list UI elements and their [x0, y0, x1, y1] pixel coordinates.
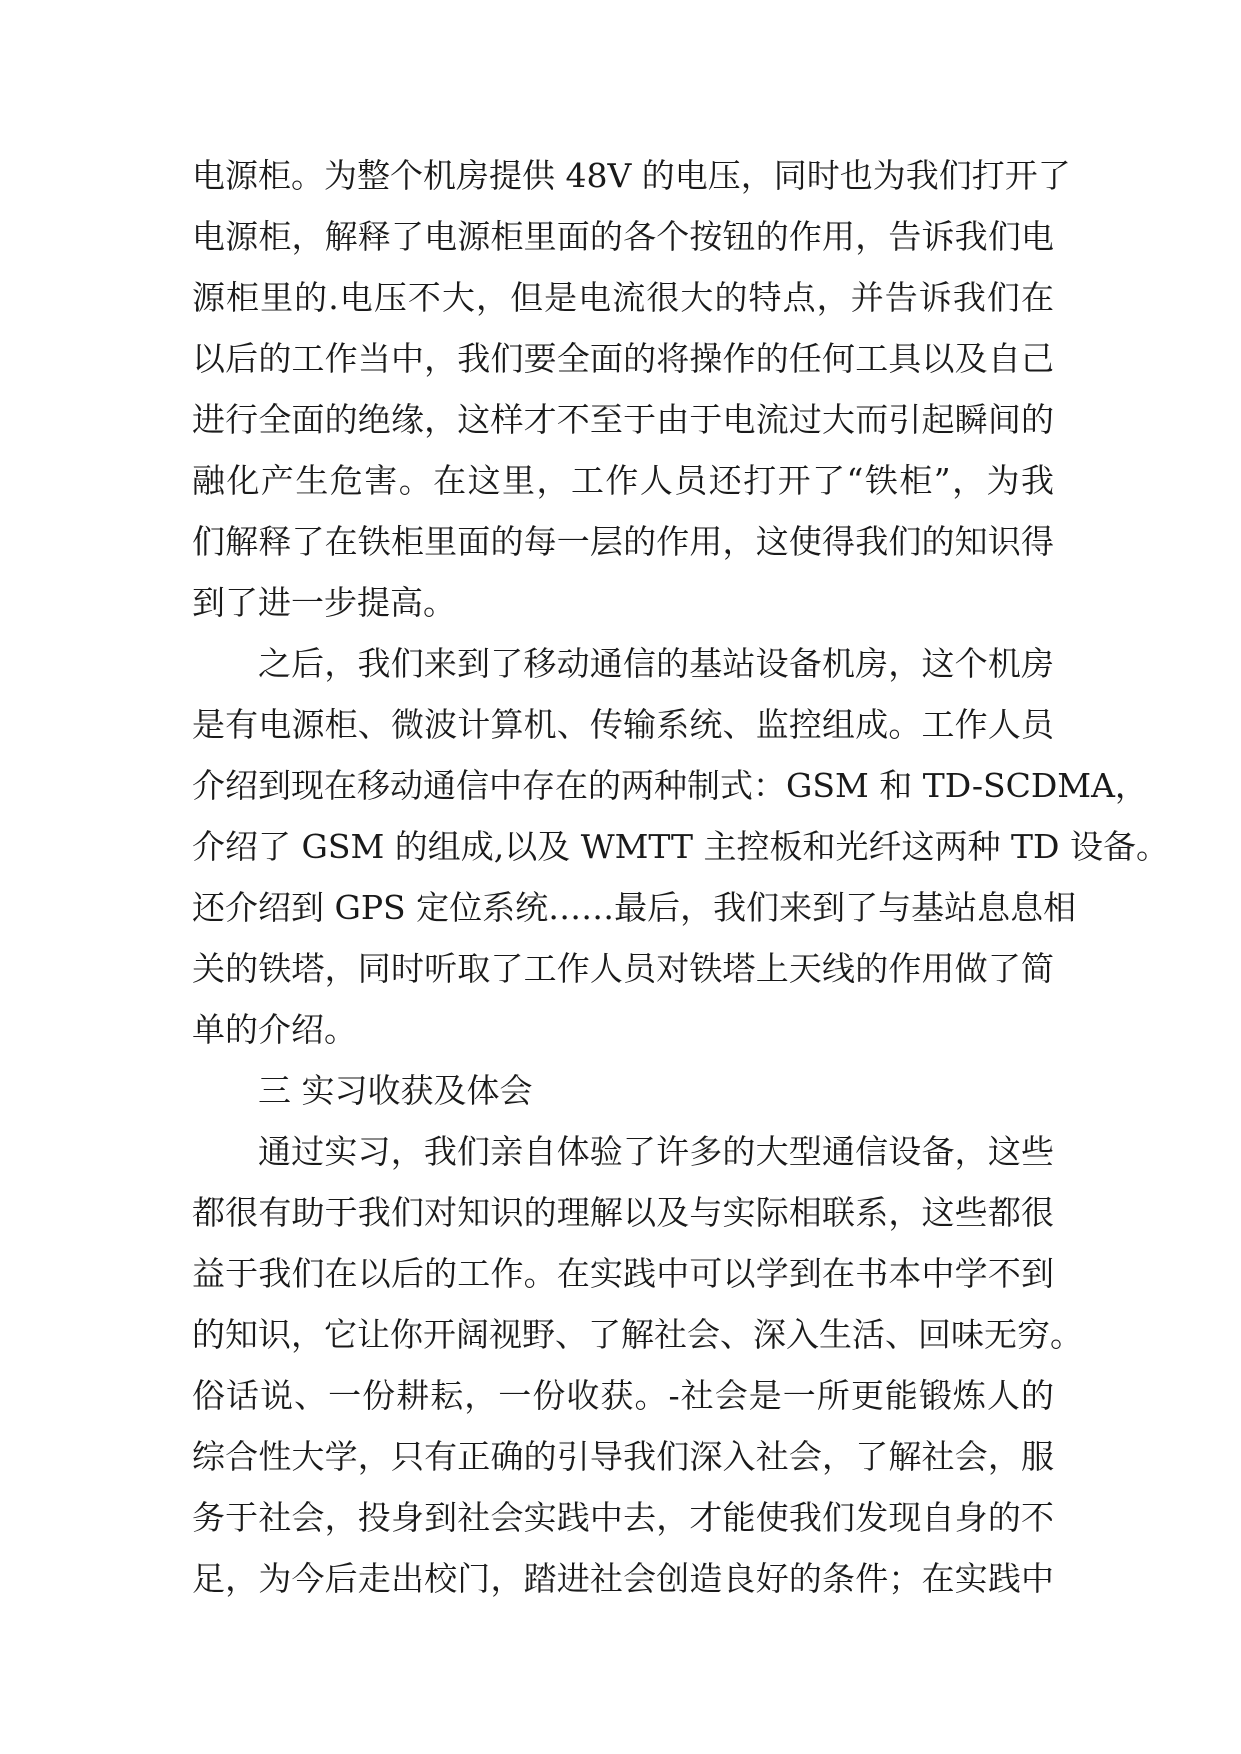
- text-line: 务于社会，投身到社会实践中去，才能使我们发现自身的不: [192, 1498, 1054, 1537]
- text-line: 介绍到现在移动通信中存在的两种制式：GSM 和 TD-SCDMA，: [192, 766, 1148, 805]
- text-line: 以后的工作当中，我们要全面的将操作的任何工具以及自己: [192, 339, 1054, 378]
- text-line: 益于我们在以后的工作。在实践中可以学到在书本中学不到: [192, 1254, 1054, 1293]
- text-line: 单的介绍。: [192, 1010, 357, 1049]
- text-line: 们解释了在铁柜里面的每一层的作用，这使得我们的知识得: [192, 522, 1054, 561]
- text-line: 都很有助于我们对知识的理解以及与实际相联系，这些都很: [192, 1193, 1054, 1232]
- text-line: 俗话说、一份耕耘，一份收获。-社会是一所更能锻炼人的: [192, 1376, 1054, 1415]
- text-line: 是有电源柜、微波计算机、传输系统、监控组成。工作人员: [192, 705, 1054, 744]
- text-line: 电源柜。为整个机房提供 48V 的电压，同时也为我们打开了: [192, 156, 1071, 195]
- text-line: 电源柜，解释了电源柜里面的各个按钮的作用，告诉我们电: [192, 217, 1054, 256]
- text-line: 进行全面的绝缘，这样才不至于由于电流过大而引起瞬间的: [192, 400, 1054, 439]
- section-heading: 三 实习收获及体会: [258, 1071, 533, 1110]
- paragraph-first-line: 通过实习，我们亲自体验了许多的大型通信设备，这些: [258, 1132, 1054, 1171]
- text-line: 足，为今后走出校门，踏进社会创造良好的条件；在实践中: [192, 1559, 1054, 1598]
- text-line: 关的铁塔，同时听取了工作人员对铁塔上天线的作用做了简: [192, 949, 1054, 988]
- text-line: 的知识，它让你开阔视野、了解社会、深入生活、回味无穷。: [192, 1315, 1083, 1354]
- text-line: 介绍了 GSM 的组成,以及 WMTT 主控板和光纤这两种 TD 设备。: [192, 827, 1169, 866]
- paragraph-first-line: 之后，我们来到了移动通信的基站设备机房，这个机房: [258, 644, 1054, 683]
- text-line: 融化产生危害。在这里，工作人员还打开了“铁柜”，为我: [192, 461, 1054, 500]
- text-line: 还介绍到 GPS 定位系统……最后，我们来到了与基站息息相: [192, 888, 1077, 927]
- text-line: 源柜里的.电压不大，但是电流很大的特点，并告诉我们在: [192, 278, 1054, 317]
- text-line: 到了进一步提高。: [192, 583, 456, 622]
- text-line: 综合性大学，只有正确的引导我们深入社会，了解社会，服: [192, 1437, 1054, 1476]
